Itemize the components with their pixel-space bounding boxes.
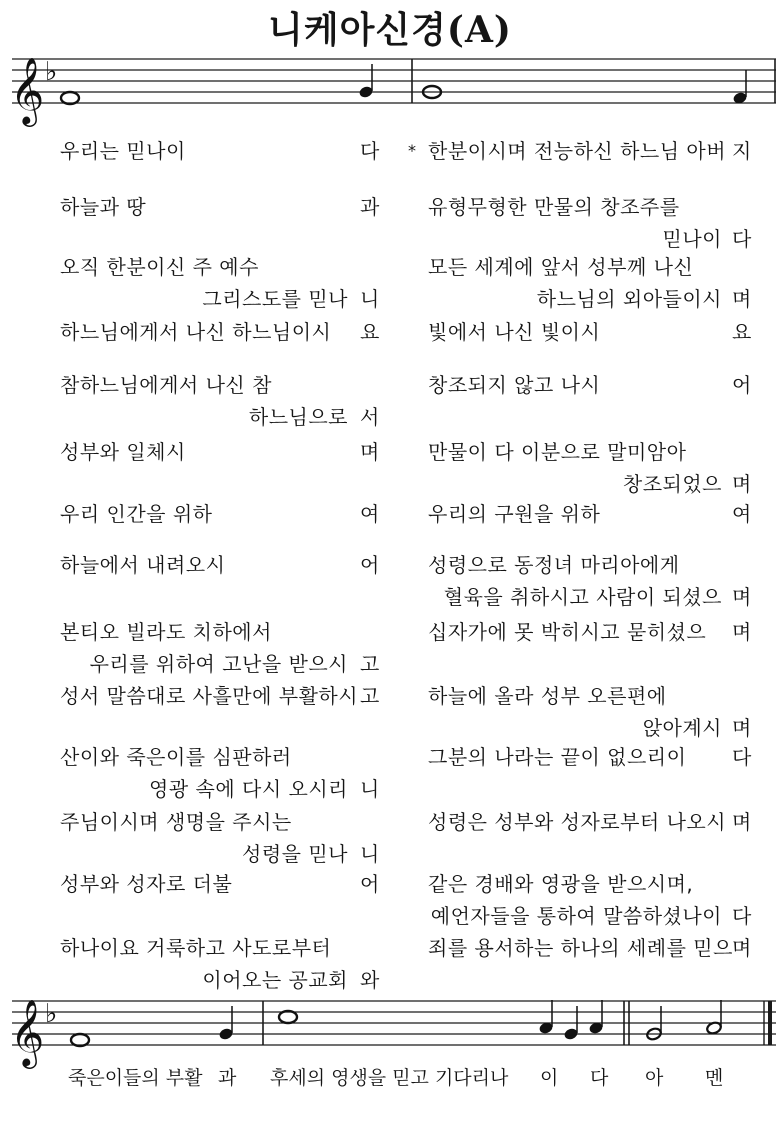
right-final-syllable: 며: [732, 287, 752, 311]
left-phrase: 성서 말씀대로 사흘만에 부활하시: [60, 684, 359, 708]
whole-note-icon: [279, 1011, 297, 1023]
half-note-icon: [706, 1021, 723, 1035]
left-phrase: 하늘과 땅: [60, 195, 147, 219]
right-phrase: 만물이 다 이분으로 말미암아: [428, 440, 687, 464]
right-phrase: 모든 세계에 앞서 성부께 나신: [428, 255, 694, 279]
right-phrase-continuation: 혈육을 취하시고 사람이 되셨으: [443, 585, 722, 609]
top-staff: [0, 0, 780, 140]
final-lyric: 멘: [705, 1067, 724, 1089]
left-phrase: 우리는 믿나이: [60, 139, 186, 163]
half-note-icon: [646, 1027, 663, 1041]
right-final-syllable: 여: [732, 502, 752, 526]
left-final-syllable: 어: [360, 872, 380, 896]
right-phrase-continuation: 믿나이: [662, 227, 722, 251]
left-phrase-continuation: 이어오는 공교회: [202, 968, 348, 992]
left-final-syllable: 과: [360, 195, 380, 219]
left-phrase-continuation: 영광 속에 다시 오시리: [149, 777, 348, 801]
treble-clef-icon: 𝄞: [10, 998, 45, 1066]
left-phrase: 오직 한분이신 주 예수: [60, 255, 259, 279]
left-final-syllable: 고: [360, 652, 380, 676]
whole-note-icon: [71, 1034, 89, 1046]
left-final-syllable: 다: [360, 139, 380, 163]
whole-note-icon: [61, 92, 79, 104]
left-phrase: 주님이시며 생명을 주시는: [60, 810, 292, 834]
final-lyric: 죽은이들의 부활: [68, 1067, 203, 1089]
left-final-syllable: 요: [360, 320, 380, 344]
right-phrase: 죄를 용서하는 하나의 세례를 믿으: [428, 936, 733, 960]
asterisk-marker: *: [408, 141, 416, 160]
left-phrase: 하나이요 거룩하고 사도로부터: [60, 936, 332, 960]
right-phrase: 창조되지 않고 나시: [428, 373, 601, 397]
right-final-syllable: 요: [732, 320, 752, 344]
left-final-syllable: 고: [360, 684, 380, 708]
final-lyric: 과: [218, 1067, 237, 1089]
left-final-syllable: 어: [360, 553, 380, 577]
left-final-syllable: 니: [360, 842, 380, 866]
right-phrase: 한분이시며 전능하신 하느님 아버: [428, 139, 727, 163]
right-phrase: 성령으로 동정녀 마리아에게: [428, 553, 680, 577]
left-phrase: 성부와 성자로 더불: [60, 872, 233, 896]
final-lyric: 이: [540, 1067, 559, 1089]
left-phrase: 산이와 죽은이를 심판하러: [60, 745, 292, 769]
right-phrase-continuation: 앉아계시: [642, 716, 722, 740]
left-phrase: 본티오 빌라도 치하에서: [60, 620, 272, 644]
right-final-syllable: 며: [732, 585, 752, 609]
right-phrase: 같은 경배와 영광을 받으시며,: [428, 872, 694, 896]
right-phrase-continuation: 예언자들을 통하여 말씀하셨나이: [430, 904, 722, 928]
right-phrase: 우리의 구원을 위하: [428, 502, 601, 526]
right-final-syllable: 어: [732, 373, 752, 397]
page-title: 니케아신경(A): [268, 9, 512, 51]
final-lyric: 후세의 영생을 믿고 기다리나: [270, 1067, 509, 1089]
left-phrase: 참하느님에게서 나신 참: [60, 373, 272, 397]
left-phrase: 하느님에게서 나신 하느님이시: [60, 320, 332, 344]
right-final-syllable: 며: [732, 716, 752, 740]
left-final-syllable: 니: [360, 777, 380, 801]
final-lyric: 아: [645, 1067, 664, 1089]
right-final-syllable: 며: [732, 936, 752, 960]
final-lyric: 다: [590, 1067, 609, 1089]
left-phrase-continuation: 그리스도를 믿나: [202, 287, 348, 311]
right-final-syllable: 지: [732, 139, 752, 163]
right-final-syllable: 며: [732, 810, 752, 834]
right-final-syllable: 다: [732, 227, 752, 251]
quarter-note-icon: [538, 1021, 554, 1035]
right-phrase: 하늘에 올라 성부 오른편에: [428, 684, 667, 708]
right-phrase-continuation: 하느님의 외아들이시: [536, 287, 722, 311]
treble-clef-icon: 𝄞: [10, 56, 45, 124]
right-final-syllable: 며: [732, 472, 752, 496]
left-phrase: 우리 인간을 위하: [60, 502, 213, 526]
quarter-note-icon: [218, 1027, 234, 1041]
left-final-syllable: 며: [360, 440, 380, 464]
left-phrase: 성부와 일체시: [60, 440, 186, 464]
left-phrase-continuation: 성령을 믿나: [242, 842, 348, 866]
right-phrase: 그분의 나라는 끝이 없으리이: [428, 745, 687, 769]
left-phrase-continuation: 우리를 위하여 고난을 받으시: [89, 652, 348, 676]
quarter-note-icon: [563, 1027, 579, 1041]
left-final-syllable: 여: [360, 502, 380, 526]
right-phrase: 빛에서 나신 빛이시: [428, 320, 601, 344]
left-final-syllable: 와: [360, 968, 380, 992]
right-final-syllable: 다: [732, 904, 752, 928]
left-phrase-continuation: 하느님으로: [248, 405, 348, 429]
left-final-syllable: 서: [360, 405, 380, 429]
right-phrase: 유형무형한 만물의 창조주를: [428, 195, 680, 219]
left-final-syllable: 니: [360, 287, 380, 311]
right-final-syllable: 다: [732, 745, 752, 769]
right-phrase-continuation: 창조되었으: [622, 472, 722, 496]
flat-icon: ♭: [45, 57, 58, 87]
right-final-syllable: 며: [732, 620, 752, 644]
right-phrase: 성령은 성부와 성자로부터 나오시: [428, 810, 727, 834]
left-phrase: 하늘에서 내려오시: [60, 553, 226, 577]
flat-icon: ♭: [45, 999, 58, 1029]
quarter-note-icon: [588, 1021, 604, 1035]
right-phrase: 십자가에 못 박히시고 묻히셨으: [428, 620, 707, 644]
